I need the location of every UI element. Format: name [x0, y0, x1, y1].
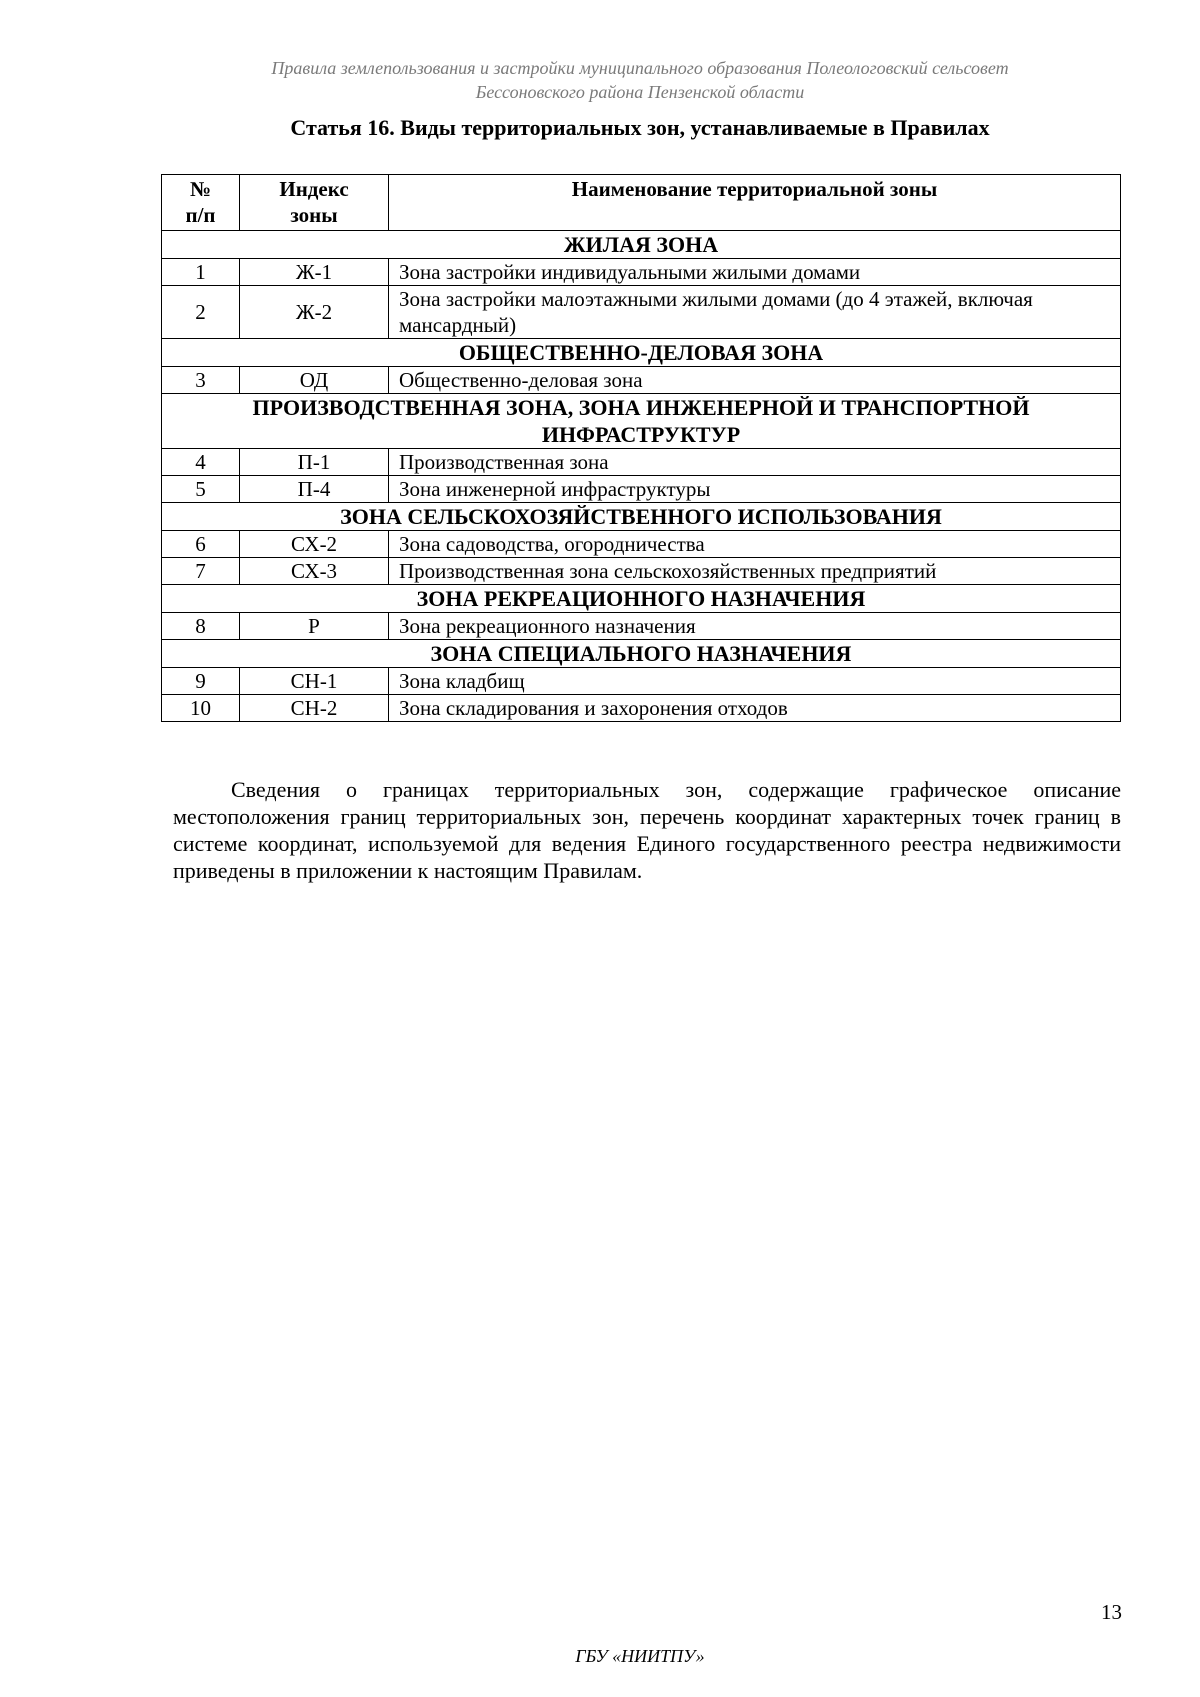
zone-index-cell: Ж-1: [240, 259, 389, 286]
table-row: [162, 531, 1121, 558]
row-number-cell: 2: [162, 286, 240, 339]
zone-group-title: ЗОНА СПЕЦИАЛЬНОГО НАЗНАЧЕНИЯ: [162, 640, 1121, 668]
running-header: [160, 56, 1120, 104]
zone-name-cell: Зона садоводства, огородничества: [389, 531, 1121, 558]
row-number-cell: 7: [162, 558, 240, 585]
zone-group-row: [162, 503, 1121, 531]
running-header-line-2: Бессоновского района Пензенской области: [475, 82, 805, 102]
column-header-number-line-2: п/п: [185, 203, 216, 227]
table-row: [162, 476, 1121, 503]
zone-index-cell: СН-1: [240, 668, 389, 695]
row-number-cell: 1: [162, 259, 240, 286]
page-number: 13: [1101, 1600, 1122, 1624]
table-row: [162, 695, 1121, 722]
running-header-line-1: Правила землепользования и застройки муниципального образования Полеологовский сельсовет: [271, 58, 1009, 78]
page-footer: ГБУ «НИИТПУ»: [575, 1646, 705, 1666]
zone-name-cell: Общественно-деловая зона: [389, 367, 1121, 394]
table-row: [162, 668, 1121, 695]
zone-group-row: [162, 585, 1121, 613]
zones-table-header: [162, 175, 1121, 231]
zone-group-row: [162, 231, 1121, 259]
table-row: [162, 286, 1121, 339]
zone-name-cell: Зона инженерной инфраструктуры: [389, 476, 1121, 503]
zone-group-row: [162, 339, 1121, 367]
column-header-index: [240, 175, 389, 231]
table-row: [162, 613, 1121, 640]
zone-name-cell: Зона кладбищ: [389, 668, 1121, 695]
column-header-index-line-2: зоны: [290, 203, 338, 227]
boundaries-paragraph: Сведения о границах территориальных зон, содержащие графическое описание местоположения границ территориальных зон, перечень координат характерных точек границ в системе координат, используемой для ведения Единого государственного реестра недвижимости приведены в приложении к настоящим Правилам.: [173, 777, 1121, 883]
zone-name-cell: Зона застройки малоэтажными жилыми домами (до 4 этажей, включая мансардный): [389, 286, 1121, 339]
zone-index-cell: Ж-2: [240, 286, 389, 339]
zone-index-cell: ОД: [240, 367, 389, 394]
zone-name-cell: Производственная зона: [389, 449, 1121, 476]
zone-index-cell: П-1: [240, 449, 389, 476]
table-row: [162, 449, 1121, 476]
column-header-index-line-1: Индекс: [279, 177, 349, 201]
zone-index-cell: Р: [240, 613, 389, 640]
zone-group-row: [162, 640, 1121, 668]
row-number-cell: 8: [162, 613, 240, 640]
zone-name-cell: Зона застройки индивидуальными жилыми домами: [389, 259, 1121, 286]
zone-group-row: [162, 394, 1121, 449]
zone-group-title: ЗОНА РЕКРЕАЦИОННОГО НАЗНАЧЕНИЯ: [162, 585, 1121, 613]
row-number-cell: 4: [162, 449, 240, 476]
column-header-number-line-1: №: [189, 177, 212, 201]
zone-index-cell: СХ-3: [240, 558, 389, 585]
row-number-cell: 5: [162, 476, 240, 503]
zone-name-cell: Зона рекреационного назначения: [389, 613, 1121, 640]
zone-index-cell: П-4: [240, 476, 389, 503]
zone-index-cell: СН-2: [240, 695, 389, 722]
table-row: [162, 558, 1121, 585]
header-row: [162, 175, 1121, 231]
row-number-cell: 6: [162, 531, 240, 558]
article-title: Статья 16. Виды территориальных зон, устанавливаемые в Правилах: [290, 115, 990, 140]
zones-table-body: [162, 231, 1121, 722]
column-header-number: [162, 175, 240, 231]
zone-name-cell: Зона складирования и захоронения отходов: [389, 695, 1121, 722]
row-number-cell: 9: [162, 668, 240, 695]
zones-table: [161, 174, 1121, 722]
row-number-cell: 10: [162, 695, 240, 722]
zone-name-cell: Производственная зона сельскохозяйственных предприятий: [389, 558, 1121, 585]
zone-index-cell: СХ-2: [240, 531, 389, 558]
column-header-zone-name: Наименование территориальной зоны: [389, 175, 1121, 231]
row-number-cell: 3: [162, 367, 240, 394]
zone-group-title: ЗОНА СЕЛЬСКОХОЗЯЙСТВЕННОГО ИСПОЛЬЗОВАНИЯ: [162, 503, 1121, 531]
table-row: [162, 367, 1121, 394]
zone-group-title: ЖИЛАЯ ЗОНА: [162, 231, 1121, 259]
zone-group-title: ОБЩЕСТВЕННО-ДЕЛОВАЯ ЗОНА: [162, 339, 1121, 367]
zone-group-title: ПРОИЗВОДСТВЕННАЯ ЗОНА, ЗОНА ИНЖЕНЕРНОЙ И ТРАНСПОРТНОЙ ИНФРАСТРУКТУР: [162, 394, 1121, 449]
table-row: [162, 259, 1121, 286]
